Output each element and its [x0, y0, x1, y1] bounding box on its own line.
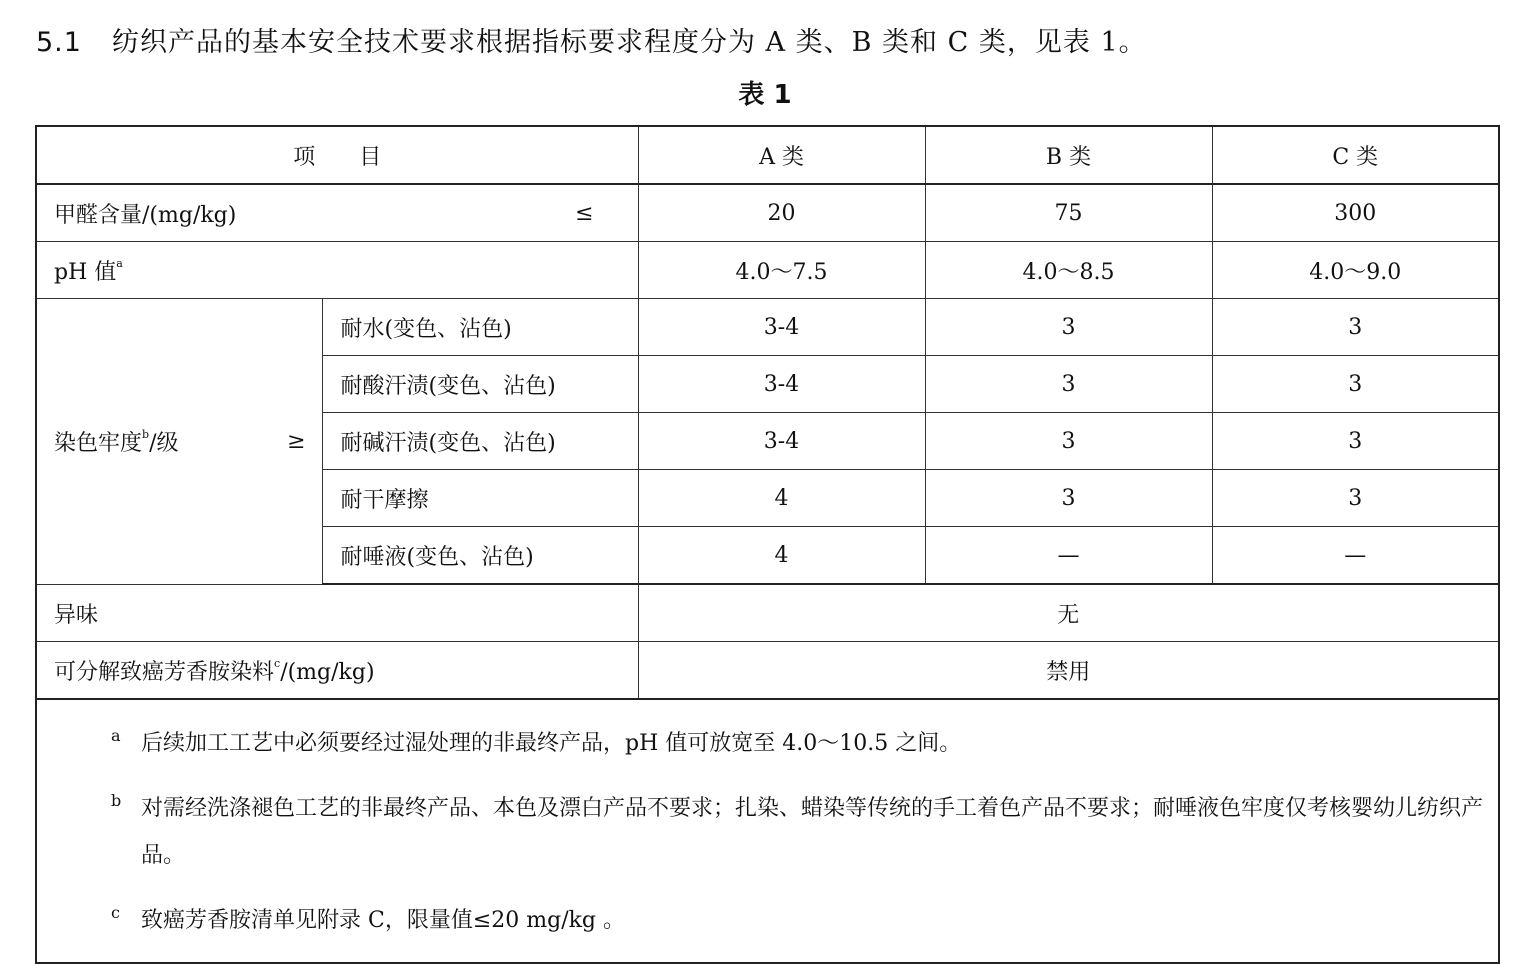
formaldehyde-label-cell	[36, 184, 638, 242]
ph-label: pH 值	[54, 259, 117, 285]
colorfastness-b: 3	[925, 356, 1212, 413]
ph-a: 4.0～7.5	[638, 242, 925, 299]
header-item: 项 目	[36, 126, 638, 184]
colorfastness-row-label: 耐碱汗渍(变色、沾色)	[322, 413, 638, 470]
footnote-c	[111, 897, 1488, 944]
clause-5-1	[36, 20, 1147, 59]
colorfastness-row-label: 耐唾液(变色、沾色)	[322, 527, 638, 585]
aromatic-amine-unit: /(mg/kg)	[280, 659, 375, 685]
colorfastness-a: 4	[638, 470, 925, 527]
ph-c: 4.0～9.0	[1212, 242, 1499, 299]
footnote-marker: b	[111, 791, 122, 810]
table-caption: 表 1	[738, 80, 792, 110]
table-row-ph	[36, 242, 1499, 299]
odor-label: 异味	[36, 584, 638, 642]
colorfastness-a: 3-4	[638, 413, 925, 470]
formaldehyde-b: 75	[925, 184, 1212, 242]
odor-value: 无	[638, 584, 1499, 642]
colorfastness-label-cell	[36, 299, 322, 585]
aromatic-amine-label-cell	[36, 642, 638, 700]
table-header-row	[36, 126, 1499, 184]
ph-label-cell	[36, 242, 638, 299]
colorfastness-label: 染色牢度	[54, 430, 143, 456]
header-class-a: A 类	[638, 126, 925, 184]
colorfastness-b: —	[925, 527, 1212, 585]
formaldehyde-label: 甲醛含量/(mg/kg)	[54, 202, 237, 228]
clause-text: 纺织产品的基本安全技术要求根据指标要求程度分为 A 类、B 类和 C 类，见表 1。	[111, 27, 1147, 58]
aromatic-amine-label: 可分解致癌芳香胺染料	[54, 659, 275, 685]
table-row-aromatic-amine	[36, 642, 1499, 700]
less-equal-symbol: ≤	[575, 200, 594, 226]
colorfastness-b: 3	[925, 413, 1212, 470]
colorfastness-c: 3	[1212, 356, 1499, 413]
colorfastness-c: —	[1212, 527, 1499, 585]
safety-requirements-table	[35, 125, 1500, 964]
ph-b: 4.0～8.5	[925, 242, 1212, 299]
footnote-ref-c: c	[274, 656, 281, 670]
clause-number: 5.1	[36, 27, 82, 58]
table-row-formaldehyde	[36, 184, 1499, 242]
header-class-c: C 类	[1212, 126, 1499, 184]
colorfastness-row-label: 耐干摩擦	[322, 470, 638, 527]
footnote-text: 对需经洗涤褪色工艺的非最终产品、本色及漂白产品不要求；扎染、蜡染等传统的手工着色产品不要求；耐唾液色牢度仅考核婴幼儿纺织产品。	[141, 796, 1484, 868]
formaldehyde-a: 20	[638, 184, 925, 242]
footnote-text: 致癌芳香胺清单见附录 C，限量值≤20 mg/kg 。	[141, 908, 626, 933]
header-class-b: B 类	[925, 126, 1212, 184]
footnote-a	[111, 720, 1488, 767]
table-notes	[36, 699, 1499, 963]
colorfastness-a: 4	[638, 527, 925, 585]
aromatic-amine-value: 禁用	[638, 642, 1499, 700]
table-notes-row	[36, 699, 1499, 963]
colorfastness-row-label: 耐水(变色、沾色)	[322, 299, 638, 356]
table-row-odor	[36, 584, 1499, 642]
colorfastness-a: 3-4	[638, 299, 925, 356]
colorfastness-a: 3-4	[638, 356, 925, 413]
footnote-ref-b: b	[142, 427, 150, 441]
footnote-ref-a: a	[116, 256, 123, 270]
colorfastness-row-label: 耐酸汗渍(变色、沾色)	[322, 356, 638, 413]
colorfastness-c: 3	[1212, 470, 1499, 527]
footnote-marker: c	[111, 903, 120, 922]
footnote-marker: a	[111, 726, 121, 745]
colorfastness-unit: /级	[149, 430, 179, 456]
footnote-b	[111, 785, 1488, 879]
colorfastness-c: 3	[1212, 413, 1499, 470]
table-row-colorfastness-water	[36, 299, 1499, 356]
footnote-text: 后续加工工艺中必须要经过湿处理的非最终产品，pH 值可放宽至 4.0～10.5 之间。	[141, 731, 962, 756]
colorfastness-b: 3	[925, 299, 1212, 356]
formaldehyde-c: 300	[1212, 184, 1499, 242]
colorfastness-c: 3	[1212, 299, 1499, 356]
colorfastness-b: 3	[925, 470, 1212, 527]
greater-equal-symbol: ≥	[287, 428, 306, 454]
